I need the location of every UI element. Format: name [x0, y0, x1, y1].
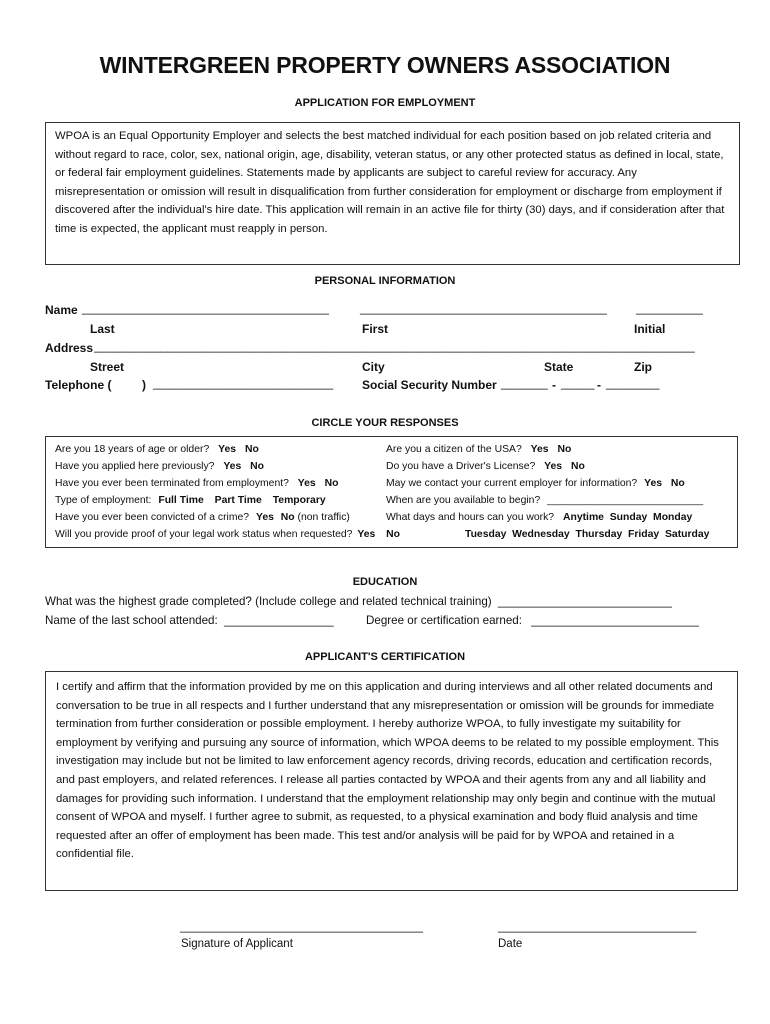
question-terminated: [55, 478, 338, 489]
telephone-field[interactable]: ___________________________: [153, 376, 334, 390]
grade-question: [45, 595, 672, 608]
ssn-field-3[interactable]: ________: [606, 376, 660, 390]
question-license-text: Do you have a Driver's License?: [386, 461, 536, 472]
question-applied: [55, 461, 264, 472]
citizen-no-option[interactable]: No: [557, 444, 572, 455]
ssn-label: Social Security Number: [362, 378, 497, 392]
street-label: Street: [90, 360, 125, 374]
terminated-no-option[interactable]: No: [324, 478, 339, 489]
question-type: [55, 495, 326, 506]
state-label: State: [544, 360, 574, 374]
initial-field[interactable]: __________: [636, 301, 703, 315]
available-date-field[interactable]: ___________________________: [547, 495, 704, 506]
terminated-yes-option[interactable]: Yes: [297, 478, 316, 489]
proof-no-option[interactable]: No: [386, 529, 401, 540]
question-contact: [386, 478, 685, 489]
non-traffic-note: (non traffic): [297, 512, 350, 523]
part-time-option[interactable]: Part Time: [214, 495, 262, 506]
question-convicted-text: Have you ever been convicted of a crime?: [55, 512, 250, 523]
citizen-yes-option[interactable]: Yes: [530, 444, 549, 455]
last-label: Last: [90, 322, 115, 336]
school-field[interactable]: _________________: [223, 614, 334, 627]
proof-yes-option[interactable]: Yes: [357, 529, 376, 540]
question-days-text: What days and hours can you work?: [386, 512, 555, 523]
degree-row: [366, 614, 699, 627]
grade-question-text: What was the highest grade completed? (Include college and related technical training): [45, 595, 492, 608]
contact-yes-option[interactable]: Yes: [644, 478, 663, 489]
question-terminated-text: Have you ever been terminated from employment?: [55, 478, 289, 489]
license-no-option[interactable]: No: [570, 461, 585, 472]
question-applied-text: Have you applied here previously?: [55, 461, 215, 472]
document-title: WINTERGREEN PROPERTY OWNERS ASSOCIATION: [99, 52, 671, 78]
question-available-text: When are you available to begin?: [386, 495, 541, 506]
address-field[interactable]: __________________________________________________________________________________________: [94, 339, 695, 353]
ssn-field-2[interactable]: _____: [561, 376, 595, 390]
question-proof: [55, 529, 400, 540]
age-no-option[interactable]: No: [244, 444, 259, 455]
education-heading: EDUCATION: [352, 576, 418, 588]
question-days: [386, 512, 692, 523]
certification-heading: APPLICANT'S CERTIFICATION: [304, 651, 466, 663]
certification-text: I certify and affirm that the information provided by me on this application and during interviews and all other related documents and conversation to be true in all respects and I further understand that any misrepresentation or omission will be grounds for immediate termination from further consideration or possible employment. I hereby authorize WPOA, to fully investigate my suitability for employment by verifying and pursuing any source of information, which WPOA deems to be related to my possible employment. This investigation may include but not be limited to law enforcement agency records, driving records, education and certification records, and past employers, and related references. I release all parties contacted by WPOA and their agents from any and all liability and damages for providing such information. I understand that the employment relationship may only begin and continue with the mutual consent of WPOA and myself. I further agree to submit, as requested, to a physical examination and body fluid analysis and time requested after an offer of employment has been made. This test and/or analysis will be paid for by WPOA and retained in a confidential file.: [56, 681, 719, 861]
telephone-close-paren: ): [142, 378, 146, 392]
question-age: [55, 444, 259, 455]
first-name-field[interactable]: _____________________________________: [360, 301, 607, 315]
question-citizen: [386, 444, 571, 455]
last-name-field[interactable]: _____________________________________: [82, 301, 329, 315]
eeo-statement-text: WPOA is an Equal Opportunity Employer and selects the best matched individual for each position based on job related criteria and without regard to race, color, sex, national origin, age, disability, veteran status, or any other protected status as defined in local, state, or federal fair employment guidelines. Statements made by applicants are subject to careful review for accuracy. Any misrepresentation or omission will result in disqualification from further consideration for employment or discharge from employment if discovered after the individual's hire date. This application will remain in an active file for thirty (30) days, and if consideration after that time is expected, the applicant must reapply in person.: [55, 130, 725, 235]
degree-field[interactable]: __________________________: [531, 614, 699, 627]
signature-line[interactable]: ______________________________________: [180, 921, 424, 933]
grade-field[interactable]: ___________________________: [497, 595, 672, 608]
responses-box: [45, 436, 738, 548]
full-time-option[interactable]: Full Time: [158, 495, 204, 506]
question-proof-text: Will you provide proof of your legal work status when requested?: [55, 529, 353, 540]
signature-label: Signature of Applicant: [181, 938, 293, 950]
question-contact-text: May we contact your current employer for information?: [386, 478, 638, 489]
telephone-label: Telephone (: [45, 378, 112, 392]
contact-no-option[interactable]: No: [670, 478, 685, 489]
name-label: Name: [45, 303, 78, 317]
personal-info-heading: PERSONAL INFORMATION: [314, 275, 456, 287]
ssn-dash-1: -: [552, 378, 556, 392]
age-yes-option[interactable]: Yes: [218, 444, 237, 455]
eeo-statement-box: [45, 122, 740, 265]
ssn-field-1[interactable]: _______: [501, 376, 548, 390]
question-type-text: Type of employment:: [55, 495, 152, 506]
question-convicted: [55, 512, 350, 523]
convicted-no-option[interactable]: No: [280, 512, 295, 523]
question-age-text: Are you 18 years of age or older?: [55, 444, 210, 455]
days-options-row1[interactable]: Anytime Sunday Monday: [562, 512, 693, 523]
applied-no-option[interactable]: No: [250, 461, 264, 472]
responses-heading: CIRCLE YOUR RESPONSES: [311, 417, 459, 429]
city-label: City: [362, 360, 385, 374]
initial-label: Initial: [634, 322, 666, 336]
address-label: Address: [45, 341, 94, 355]
question-available: [386, 495, 703, 506]
ssn-dash-2: -: [597, 378, 601, 392]
date-line[interactable]: _______________________________: [498, 921, 697, 933]
document-subtitle: APPLICATION FOR EMPLOYMENT: [294, 97, 476, 109]
license-yes-option[interactable]: Yes: [544, 461, 563, 472]
certification-box: [45, 671, 738, 891]
zip-label: Zip: [634, 360, 652, 374]
school-row: [45, 614, 334, 627]
convicted-yes-option[interactable]: Yes: [255, 512, 274, 523]
applied-yes-option[interactable]: Yes: [223, 461, 242, 472]
days-options-row2[interactable]: Tuesday Wednesday Thursday Friday Saturday: [465, 529, 710, 540]
degree-label: Degree or certification earned:: [366, 614, 522, 627]
school-label: Name of the last school attended:: [45, 614, 218, 627]
temporary-option[interactable]: Temporary: [272, 495, 326, 506]
first-label: First: [362, 322, 389, 336]
question-citizen-text: Are you a citizen of the USA?: [386, 444, 522, 455]
date-label: Date: [498, 938, 523, 950]
question-license: [386, 461, 585, 472]
